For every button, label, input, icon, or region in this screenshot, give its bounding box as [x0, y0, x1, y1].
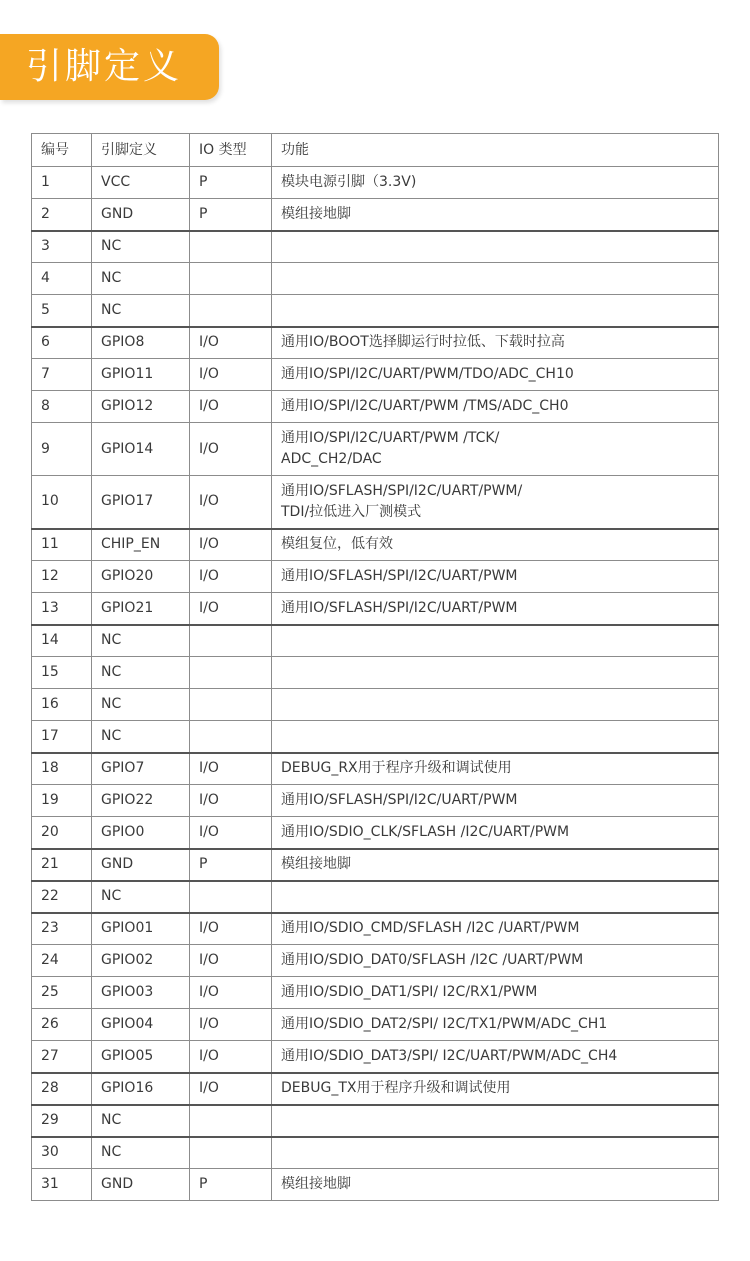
pin-name-cell: GPIO20: [92, 561, 190, 593]
pin-name-cell: GND: [92, 849, 190, 881]
pin-name-cell: GPIO8: [92, 327, 190, 359]
function-cell: 通用IO/SDIO_DAT1/SPI/ I2C/RX1/PWM: [272, 977, 719, 1009]
pin-number-cell: 24: [32, 945, 92, 977]
table-row: [32, 263, 719, 295]
io-type-cell: I/O: [190, 561, 272, 593]
pin-number-cell: 20: [32, 817, 92, 849]
pin-number-cell: 13: [32, 593, 92, 625]
table-row: [32, 1169, 719, 1201]
pin-number-cell: 30: [32, 1137, 92, 1169]
pin-name-cell: GPIO04: [92, 1009, 190, 1041]
pin-number-cell: 10: [32, 476, 92, 529]
pin-number-cell: 3: [32, 231, 92, 263]
io-type-cell: P: [190, 167, 272, 199]
io-type-cell: [190, 881, 272, 913]
pin-name-cell: GPIO0: [92, 817, 190, 849]
io-type-cell: [190, 1137, 272, 1169]
io-type-cell: I/O: [190, 817, 272, 849]
function-cell: [272, 689, 719, 721]
table-row: [32, 561, 719, 593]
table-row: [32, 199, 719, 231]
io-type-cell: [190, 689, 272, 721]
pin-name-cell: GPIO7: [92, 753, 190, 785]
pin-number-cell: 23: [32, 913, 92, 945]
pin-number-cell: 12: [32, 561, 92, 593]
pin-name-cell: NC: [92, 689, 190, 721]
table-row: [32, 945, 719, 977]
table-row: [32, 977, 719, 1009]
table-row: [32, 721, 719, 753]
table-row: [32, 327, 719, 359]
io-type-cell: [190, 295, 272, 327]
pin-name-cell: GPIO17: [92, 476, 190, 529]
function-line-2: TDI/拉低进入厂测模式: [281, 503, 422, 520]
table-row: [32, 1137, 719, 1169]
pin-number-cell: 11: [32, 529, 92, 561]
pin-name-cell: GPIO03: [92, 977, 190, 1009]
pin-number-cell: 5: [32, 295, 92, 327]
pin-number-cell: 31: [32, 1169, 92, 1201]
function-cell: [272, 231, 719, 263]
table-header-row: [32, 134, 719, 167]
io-type-cell: [190, 721, 272, 753]
pin-number-cell: 28: [32, 1073, 92, 1105]
pin-name-cell: VCC: [92, 167, 190, 199]
pin-number-cell: 15: [32, 657, 92, 689]
pin-name-cell: GPIO22: [92, 785, 190, 817]
pin-number-cell: 17: [32, 721, 92, 753]
function-line-2: ADC_CH2/DAC: [281, 451, 382, 467]
io-type-cell: I/O: [190, 913, 272, 945]
pin-number-cell: 19: [32, 785, 92, 817]
function-cell: [272, 476, 719, 529]
function-line-1: 通用IO/SFLASH/SPI/I2C/UART/PWM/: [281, 482, 523, 499]
pin-name-cell: CHIP_EN: [92, 529, 190, 561]
pin-number-cell: 14: [32, 625, 92, 657]
table-row: [32, 881, 719, 913]
pin-name-cell: NC: [92, 721, 190, 753]
io-type-cell: I/O: [190, 529, 272, 561]
io-type-cell: P: [190, 199, 272, 231]
function-cell: 模块电源引脚（3.3V): [272, 167, 719, 199]
pin-name-cell: GPIO11: [92, 359, 190, 391]
table-row: [32, 785, 719, 817]
function-cell: [272, 263, 719, 295]
io-type-cell: I/O: [190, 753, 272, 785]
pin-name-cell: GND: [92, 1169, 190, 1201]
table-row: [32, 391, 719, 423]
pin-definition-table: [31, 133, 719, 1201]
pin-number-cell: 2: [32, 199, 92, 231]
io-type-cell: [190, 657, 272, 689]
pin-name-cell: NC: [92, 625, 190, 657]
pin-name-cell: NC: [92, 657, 190, 689]
table-row: [32, 689, 719, 721]
function-cell: 模组接地脚: [272, 199, 719, 231]
table-row: [32, 625, 719, 657]
function-cell: [272, 1137, 719, 1169]
pin-number-cell: 4: [32, 263, 92, 295]
function-cell: [272, 1105, 719, 1137]
pin-number-cell: 8: [32, 391, 92, 423]
pin-name-cell: NC: [92, 231, 190, 263]
function-cell: [272, 295, 719, 327]
table-row: [32, 295, 719, 327]
io-type-cell: I/O: [190, 785, 272, 817]
table-row: [32, 849, 719, 881]
function-cell: [272, 423, 719, 476]
pin-number-cell: 27: [32, 1041, 92, 1073]
pin-name-cell: GPIO05: [92, 1041, 190, 1073]
pin-number-cell: 1: [32, 167, 92, 199]
table-row: [32, 1105, 719, 1137]
io-type-cell: [190, 231, 272, 263]
function-cell: 通用IO/SDIO_DAT2/SPI/ I2C/TX1/PWM/ADC_CH1: [272, 1009, 719, 1041]
io-type-cell: I/O: [190, 391, 272, 423]
io-type-cell: [190, 263, 272, 295]
io-type-cell: [190, 625, 272, 657]
function-cell: [272, 881, 719, 913]
pin-name-cell: GND: [92, 199, 190, 231]
pin-number-cell: 29: [32, 1105, 92, 1137]
io-type-cell: I/O: [190, 1073, 272, 1105]
io-type-cell: [190, 1105, 272, 1137]
table-row: [32, 1009, 719, 1041]
function-cell: 通用IO/SFLASH/SPI/I2C/UART/PWM: [272, 593, 719, 625]
table-row: [32, 593, 719, 625]
pin-name-cell: GPIO21: [92, 593, 190, 625]
pin-number-cell: 22: [32, 881, 92, 913]
pin-number-cell: 21: [32, 849, 92, 881]
function-cell: 模组接地脚: [272, 1169, 719, 1201]
function-cell: 通用IO/SPI/I2C/UART/PWM/TDO/ADC_CH10: [272, 359, 719, 391]
function-cell: 通用IO/SDIO_DAT3/SPI/ I2C/UART/PWM/ADC_CH4: [272, 1041, 719, 1073]
table-row: [32, 231, 719, 263]
function-cell: 通用IO/SPI/I2C/UART/PWM /TMS/ADC_CH0: [272, 391, 719, 423]
table-row: [32, 913, 719, 945]
table-row: [32, 1041, 719, 1073]
function-cell: 通用IO/SDIO_CMD/SFLASH /I2C /UART/PWM: [272, 913, 719, 945]
pin-name-cell: NC: [92, 1105, 190, 1137]
table-row: [32, 476, 719, 529]
function-cell: 通用IO/SDIO_DAT0/SFLASH /I2C /UART/PWM: [272, 945, 719, 977]
function-cell: 模组接地脚: [272, 849, 719, 881]
pin-name-cell: GPIO01: [92, 913, 190, 945]
table-row: [32, 753, 719, 785]
pin-number-cell: 25: [32, 977, 92, 1009]
table-row: [32, 359, 719, 391]
function-line-1: 通用IO/SPI/I2C/UART/PWM /TCK/: [281, 430, 500, 446]
function-cell: [272, 625, 719, 657]
io-type-cell: P: [190, 1169, 272, 1201]
pin-name-cell: GPIO02: [92, 945, 190, 977]
table-row: [32, 423, 719, 476]
pin-number-cell: 6: [32, 327, 92, 359]
table-body: [32, 167, 719, 1201]
table-row: [32, 657, 719, 689]
pin-number-cell: 7: [32, 359, 92, 391]
pin-name-cell: NC: [92, 295, 190, 327]
header-function: 功能: [272, 134, 719, 167]
io-type-cell: I/O: [190, 327, 272, 359]
header-io-type: IO 类型: [190, 134, 272, 167]
pin-number-cell: 9: [32, 423, 92, 476]
pin-number-cell: 18: [32, 753, 92, 785]
table-row: [32, 1073, 719, 1105]
io-type-cell: I/O: [190, 593, 272, 625]
io-type-cell: I/O: [190, 359, 272, 391]
pin-name-cell: GPIO12: [92, 391, 190, 423]
page-title: 引脚定义: [0, 34, 219, 100]
pin-number-cell: 26: [32, 1009, 92, 1041]
table-row: [32, 817, 719, 849]
pin-name-cell: GPIO16: [92, 1073, 190, 1105]
function-cell: 通用IO/SDIO_CLK/SFLASH /I2C/UART/PWM: [272, 817, 719, 849]
io-type-cell: I/O: [190, 423, 272, 476]
function-cell: [272, 721, 719, 753]
table-row: [32, 529, 719, 561]
header-pin-definition: 引脚定义: [92, 134, 190, 167]
function-cell: 通用IO/BOOT选择脚运行时拉低、下载时拉高: [272, 327, 719, 359]
function-cell: DEBUG_TX用于程序升级和调试使用: [272, 1073, 719, 1105]
table-row: [32, 167, 719, 199]
io-type-cell: P: [190, 849, 272, 881]
function-cell: [272, 657, 719, 689]
pin-name-cell: NC: [92, 263, 190, 295]
io-type-cell: I/O: [190, 476, 272, 529]
io-type-cell: I/O: [190, 1041, 272, 1073]
function-cell: 通用IO/SFLASH/SPI/I2C/UART/PWM: [272, 561, 719, 593]
header-number: 编号: [32, 134, 92, 167]
pin-name-cell: NC: [92, 881, 190, 913]
io-type-cell: I/O: [190, 977, 272, 1009]
function-cell: 通用IO/SFLASH/SPI/I2C/UART/PWM: [272, 785, 719, 817]
function-cell: DEBUG_RX用于程序升级和调试使用: [272, 753, 719, 785]
io-type-cell: I/O: [190, 945, 272, 977]
io-type-cell: I/O: [190, 1009, 272, 1041]
pin-name-cell: GPIO14: [92, 423, 190, 476]
pin-name-cell: NC: [92, 1137, 190, 1169]
pin-number-cell: 16: [32, 689, 92, 721]
function-cell: 模组复位，低有效: [272, 529, 719, 561]
